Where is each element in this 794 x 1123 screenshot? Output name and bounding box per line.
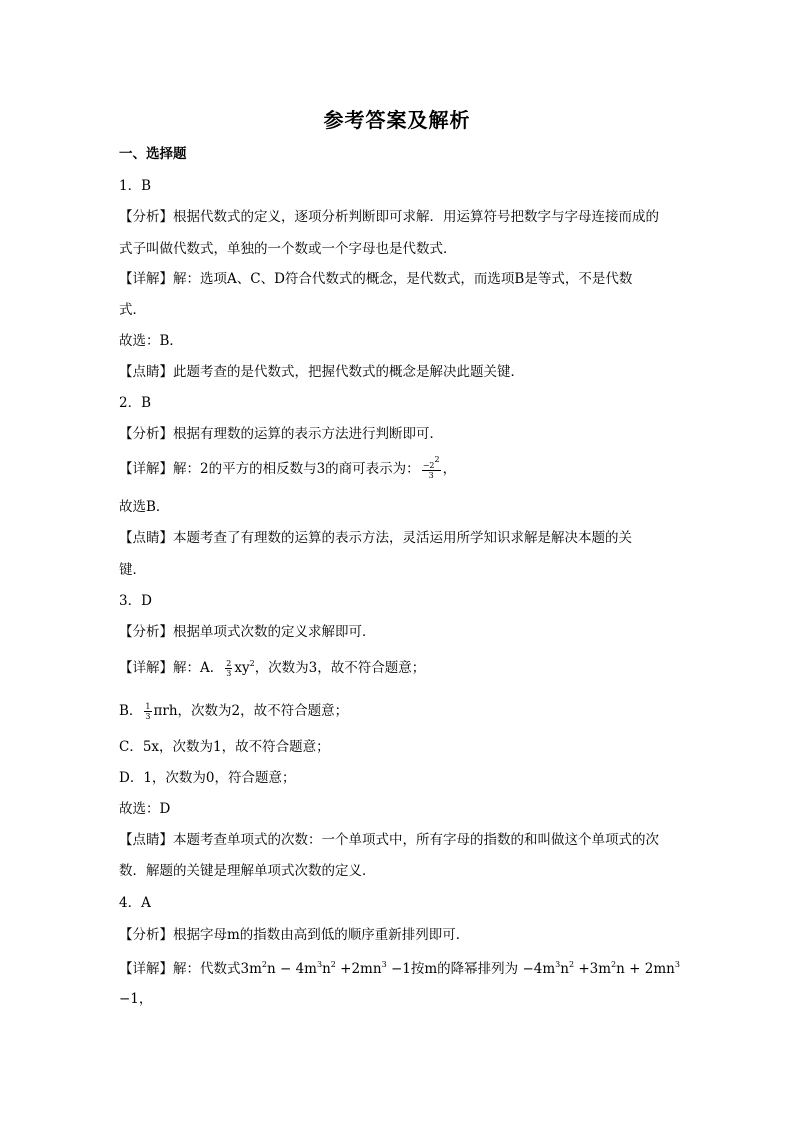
q2-frac-denominator: 3 [428,470,434,480]
q3-choice: 故选：D [119,801,171,817]
q2-fraction [422,454,441,480]
q1-analysis: 【分析】根据代数式的定义，逐项分析判断即可求解．用运算符号把数字与字母连接而成的 [119,209,659,225]
q3-option-c: C．5x，次数为1，故不符合题意； [119,739,330,755]
q3-b-denominator: 3 [145,712,151,721]
q3-comment: 【点睛】本题考查单项式的次数：一个单项式中，所有字母的指数的和叫做这个单项式的次 [119,832,659,848]
q3-answer: 3．D [119,593,152,609]
q1-analysis-cont: 式子叫做代数式，单独的一个数或一个字母也是代数式． [119,241,457,257]
q1-detail-cont: 式． [119,302,146,318]
q1-detail: 【详解】解：选项A、C、D符合代数式的概念，是代数式，而选项B是等式，不是代数 [119,271,633,287]
q4-analysis: 【分析】根据字母m的指数由高到低的顺序重新排列即可． [119,927,470,943]
q2-answer: 2．B [119,395,152,411]
q3-b-rest: ，次数为2，故不符合题意； [177,703,349,719]
q3-b-term: πrh [153,703,178,719]
q3-a-numerator: 2 [226,659,232,668]
q2-detail [119,454,457,480]
q3-a-denominator: 3 [226,669,232,678]
q4-answer: 4．A [119,895,151,911]
q2-analysis: 【分析】根据有理数的运算的表示方法进行判断即可． [119,426,443,442]
q2-detail-text: 【详解】解：2的平方的相反数与3的商可表示为： [119,461,420,477]
section-heading: 一、选择题 [119,146,187,162]
q3-a-exponent: 2 [249,659,255,668]
q2-comment: 【点睛】本题考查了有理数的运算的表示方法，灵活运用所学知识求解是解决本题的关 [119,530,632,546]
q3-b-numerator: 1 [145,702,151,711]
q1-answer: 1．B [119,178,152,194]
q3-a-rest: ，次数为3，故不符合题意； [254,660,426,676]
q3-a-fraction [225,659,232,678]
q2-detail-end: ， [442,461,457,477]
q3-b-prefix: B． [119,703,143,719]
q2-choice: 故选B． [119,499,170,515]
q2-comment-cont: 键． [119,562,146,578]
q2-frac-numerator: −2 [422,460,435,470]
q3-option-a [119,658,425,678]
q3-option-d: D．1，次数为0，符合题意； [119,770,296,786]
q1-choice: 故选：B． [119,333,183,349]
q3-comment-cont: 数．解题的关键是理解单项式次数的定义． [119,863,376,879]
q1-comment: 【点睛】此题考查的是代数式，把握代数式的概念是解决此题关键． [119,364,524,380]
q2-frac-exponent: 2 [434,454,440,464]
page-title: 参考答案及解析 [323,108,471,132]
q4-detail-cont: −1， [119,991,153,1007]
q3-option-b [119,701,348,721]
q4-detail: 【详解】解：代数式$3m^2n - 4m^3n^2 +2mn^3 -1$按m的降幂排列为 $-4m^3n^2 +3m^2n + 2mn^3$ [119,960,680,977]
q3-a-term: xy [234,660,250,676]
q3-b-fraction [144,702,151,721]
q3-detail-prefix: 【详解】解：A． [119,660,224,676]
q4-detail-prefix: 【详解】解：代数式3m [119,961,262,977]
q3-analysis: 【分析】根据单项式次数的定义求解即可． [119,624,376,640]
